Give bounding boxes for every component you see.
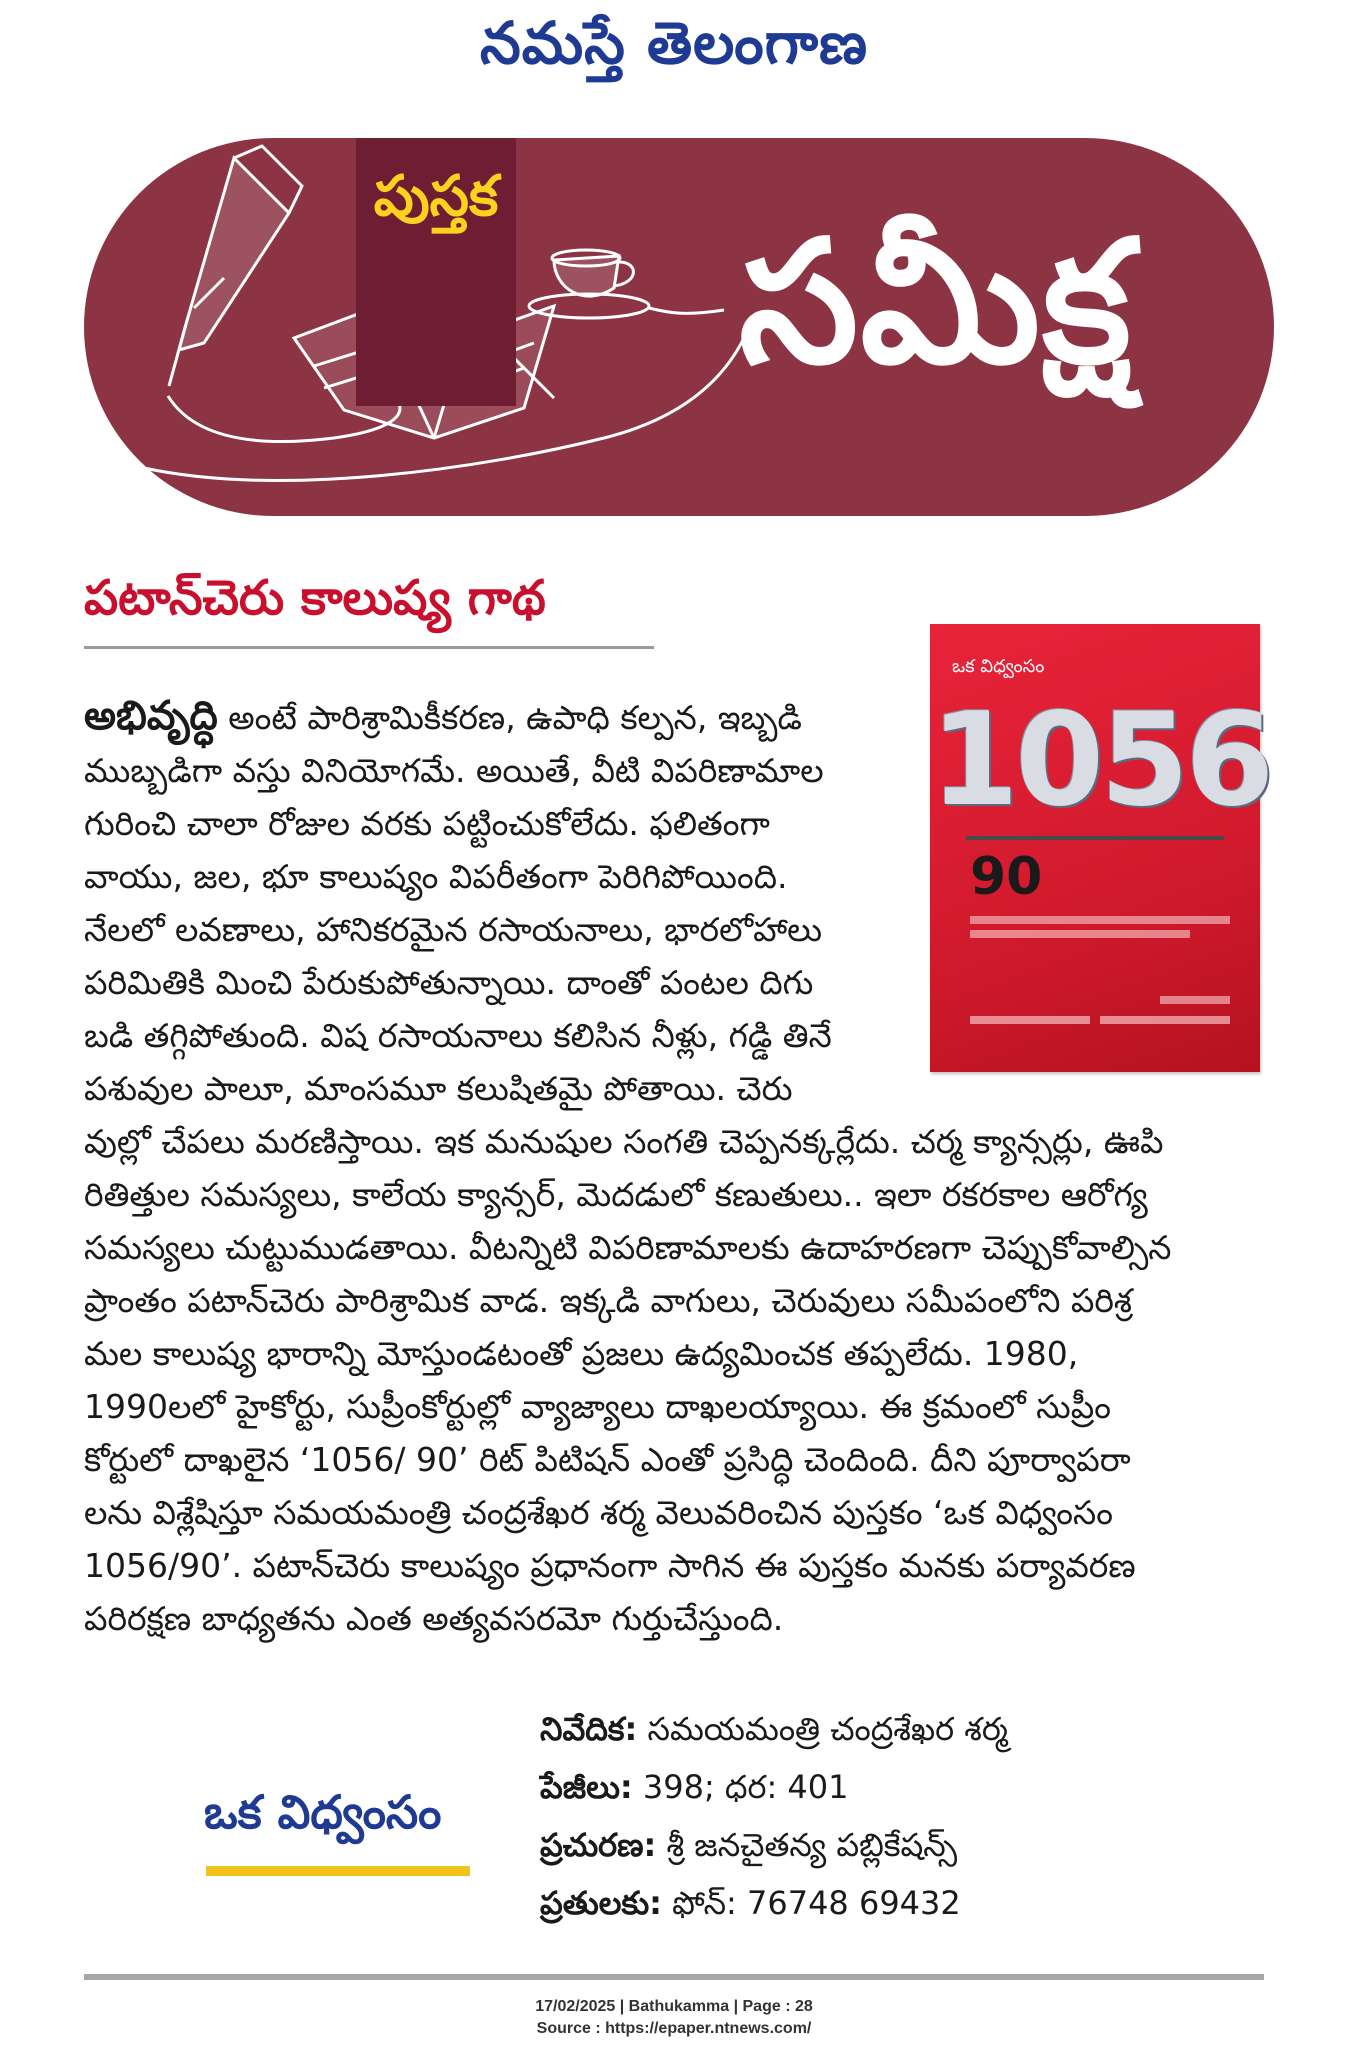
- cover-kicker: ఒక విధ్వంసం: [952, 656, 1045, 677]
- article-line: ముబ్బడిగా వస్తు వినియోగమే. అయితే, వీటి విపరిణామాల: [84, 751, 824, 790]
- article-line: లను విశ్లేషిస్తూ సమయమంత్రి చంద్రశేఖర శర్మ వెలువరించిన పుస్తకం ‘ఒక విధ్వంసం: [84, 1493, 1113, 1532]
- article-line: కోర్టులో దాఖలైన ‘1056/ 90’ రిట్ పిటిషన్ ఎంతో ప్రసిద్ధి చెందింది. దీని పూర్వాపరా: [84, 1440, 1131, 1479]
- article-line: 1056/90’. పటాన్‌చెరు కాలుష్యం ప్రధానంగా సాగిన ఈ పుస్తకం మనకు పర్యావరణ: [84, 1546, 1136, 1585]
- article-line: పశువుల పాలూ, మాంసమూ కలుషితమై పోతాయి. చెరు: [84, 1069, 793, 1108]
- article-line: పరిమితికి మించి పేరుకుపోతున్నాయి. దాంతో పంటల దిగు: [84, 963, 814, 1002]
- cover-number: 1056: [930, 686, 1271, 835]
- page-footer: [0, 1996, 1348, 2040]
- article-line: [84, 690, 1171, 744]
- article-line: 1990లలో హైకోర్టు, సుప్రీంకోర్టుల్లో వ్యాజ్యాలు దాఖలయ్యాయి. ఈ క్రమంలో సుప్రీం: [84, 1387, 1111, 1426]
- logo-underline: [206, 1866, 470, 1876]
- article-body: [84, 690, 1171, 1645]
- article-line: ప్రాంతం పటాన్‌చెరు పారిశ్రామిక వాడ. ఇక్కడి వాగులు, చెరువులు సమీపంలోని పరిశ్ర: [84, 1281, 1133, 1320]
- article-line: బడి తగ్గిపోతుంది. విష రసాయనాలు కలిసిన నీళ్లు, గడ్డి తినే: [84, 1016, 832, 1055]
- detail-value: ఫోన్: 76748 69432: [661, 1884, 961, 1922]
- article-line: రితిత్తుల సమస్యలు, కాలేయ క్యాన్సర్, మెదడులో కణుతులు.. ఇలా రకరకాల ఆరోగ్య: [84, 1175, 1148, 1214]
- detail-label: నివేదిక:: [540, 1710, 638, 1748]
- detail-value: శ్రీ జనచైతన్య పబ్లికేషన్స్: [656, 1826, 958, 1864]
- footer-source: Source : https://epaper.ntnews.com/: [536, 2020, 812, 2037]
- detail-row-publisher: [540, 1816, 1008, 1874]
- detail-label: పేజీలు:: [540, 1768, 633, 1806]
- lead-word: అభివృద్ధి: [84, 693, 218, 739]
- article-line: మల కాలుష్య భారాన్ని మోస్తుండటంతో ప్రజలు ఉద్యమించక తప్పలేదు. 1980,: [84, 1334, 1079, 1373]
- detail-label: ప్రతులకు:: [540, 1884, 662, 1922]
- article-line: గురించి చాలా రోజుల వరకు పట్టించుకోలేదు. ఫలితంగా: [84, 804, 770, 843]
- detail-label: ప్రచురణ:: [540, 1826, 657, 1864]
- masthead-logo: నమస్తే తెలంగాణ: [480, 9, 868, 77]
- article-line: పరిరక్షణ బాధ్యతను ఎంత అత్యవసరమో గుర్తుచేస్తుంది.: [84, 1599, 784, 1638]
- detail-row-author: [540, 1700, 1008, 1758]
- detail-value: సమయమంత్రి చంద్రశేఖర శర్మ: [637, 1710, 1008, 1748]
- headline-divider: [84, 646, 654, 649]
- cover-sub-number: 90: [970, 847, 1043, 907]
- article-line: సమస్యలు చుట్టుముడతాయి. వీటన్నిటి విపరిణామాలకు ఉదాహరణగా చెప్పుకోవాల్సిన: [84, 1228, 1172, 1267]
- section-title: సమీక్ష: [739, 204, 1133, 402]
- section-banner: [84, 138, 1274, 516]
- footer-divider: [84, 1974, 1264, 1980]
- article-line: వాయు, జల, భూ కాలుష్యం విపరీతంగా పెరిగిపోయింది.: [84, 857, 788, 896]
- article-line: వుల్లో చేపలు మరణిస్తాయి. ఇక మనుషుల సంగతి చెప్పనక్కర్లేదు. చర్మ క్యాన్సర్లు, ఊపి: [84, 1122, 1164, 1161]
- article-line-text: అంటే పారిశ్రామికీకరణ, ఉపాధి కల్పన, ఇబ్బడి: [217, 698, 802, 737]
- detail-row-copies: [540, 1874, 1008, 1932]
- detail-row-pages-price: [540, 1758, 1008, 1816]
- section-tag: పుస్తక: [373, 164, 499, 229]
- article-headline: పటాన్‌చెరు కాలుష్య గాథ: [84, 570, 546, 626]
- article-line: నేలలో లవణాలు, హానికరమైన రసాయనాలు, భారలోహాలు: [84, 910, 822, 949]
- detail-value: 398; ధర: 401: [632, 1768, 849, 1806]
- book-details: [540, 1700, 1008, 1932]
- footer-date-page: 17/02/2025 | Bathukamma | Page : 28: [535, 1998, 813, 2015]
- book-title-logo: ఒక విధ్వంసం: [204, 1785, 442, 1839]
